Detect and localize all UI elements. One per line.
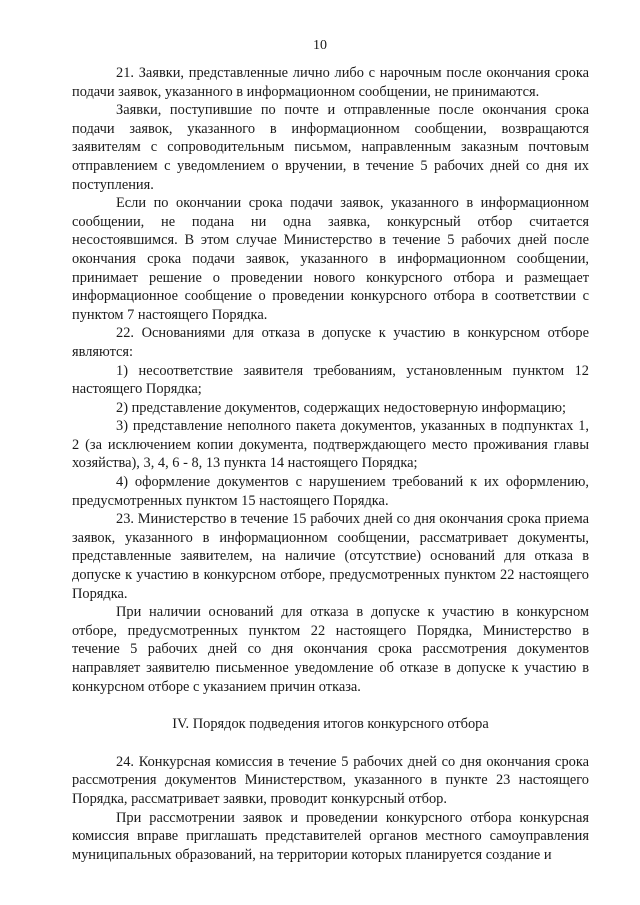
paragraph-23: 23. Министерство в течение 15 рабочих дней со дня окончания срока приема заявок, указанного в информационном сообщении, рассматривает документы, представленные заявителем, на наличие (отсутствие) оснований для отказа в допуске к участию в конкурсном отборе, предусмотренных пунктом 22 настоящего Порядка. — [72, 511, 589, 602]
paragraph-22-item-2: 2) представление документов, содержащих недостоверную информацию; — [116, 399, 567, 416]
document-body — [72, 64, 589, 864]
paragraph-21-mail: Заявки, поступившие по почте и отправленные после окончания срока подачи заявок, указанного в информационном сообщении, возвращаются заявителям с сопроводительным письмом, направленным заказным почтовым отправлением с уведомлением о вручении, в течение 5 рабочих дней со дня их поступления. — [72, 102, 589, 193]
paragraph-22-item-3: 3) представление неполного пакета документов, указанных в подпунктах 1, 2 (за исключением копии документа, подтверждающего место проживания главы хозяйства), 3, 4, 6 - 8, 13 пункта 14 настоящего Порядка; — [72, 418, 589, 472]
paragraph-21-no-applications: Если по окончании срока подачи заявок, указанного в информационном сообщении, не подана ни одна заявка, конкурсный отбор считается несостоявшимся. В этом случае Министерство в течение 5 рабочих дней после окончания срока подачи заявок, указанного в информационном сообщении, принимает решение о проведении нового конкурсного отбора и размещает информационное сообщение о проведении конкурсного отбора в соответствии с пунктом 7 настоящего Порядка. — [72, 195, 589, 323]
paragraph-22-item-4: 4) оформление документов с нарушением требований к их оформлению, предусмотренных пунктом 15 настоящего Порядка. — [72, 474, 589, 509]
section-heading: IV. Порядок подведения итогов конкурсного отбора — [172, 716, 489, 733]
paragraph-24-invitation: При рассмотрении заявок и проведении конкурсного отбора конкурсная комиссия вправе приглашать представителей органов местного самоуправления муниципальных образований, на территории которых планируется создание и — [72, 809, 589, 863]
paragraph-23-refusal: При наличии оснований для отказа в допуске к участию в конкурсном отборе, предусмотренных пунктом 22 настоящего Порядка, Министерство в течение 5 рабочих дней со дня окончания срока рассмотрения документов направляет заявителю письменное уведомление об отказе в допуске к участию в конкурсном отборе с указанием причин отказа. — [72, 604, 589, 695]
paragraph-22-item-1: 1) несоответствие заявителя требованиям, установленным пунктом 12 настоящего Порядка; — [72, 362, 589, 398]
paragraph-24: 24. Конкурсная комиссия в течение 5 рабочих дней со дня окончания срока рассмотрения документов Министерством, указанного в пункте 23 настоящего Порядка, рассматривает заявки, проводит конкурсный отбор. — [72, 753, 589, 807]
page-number: 10 — [313, 38, 327, 53]
paragraph-22: 22. Основаниями для отказа в допуске к участию в конкурсном отборе являются: — [72, 325, 589, 360]
paragraph-21: 21. Заявки, представленные лично либо с нарочным после окончания срока подачи заявок, указанного в информационном сообщении, не принимаются. — [72, 65, 589, 100]
